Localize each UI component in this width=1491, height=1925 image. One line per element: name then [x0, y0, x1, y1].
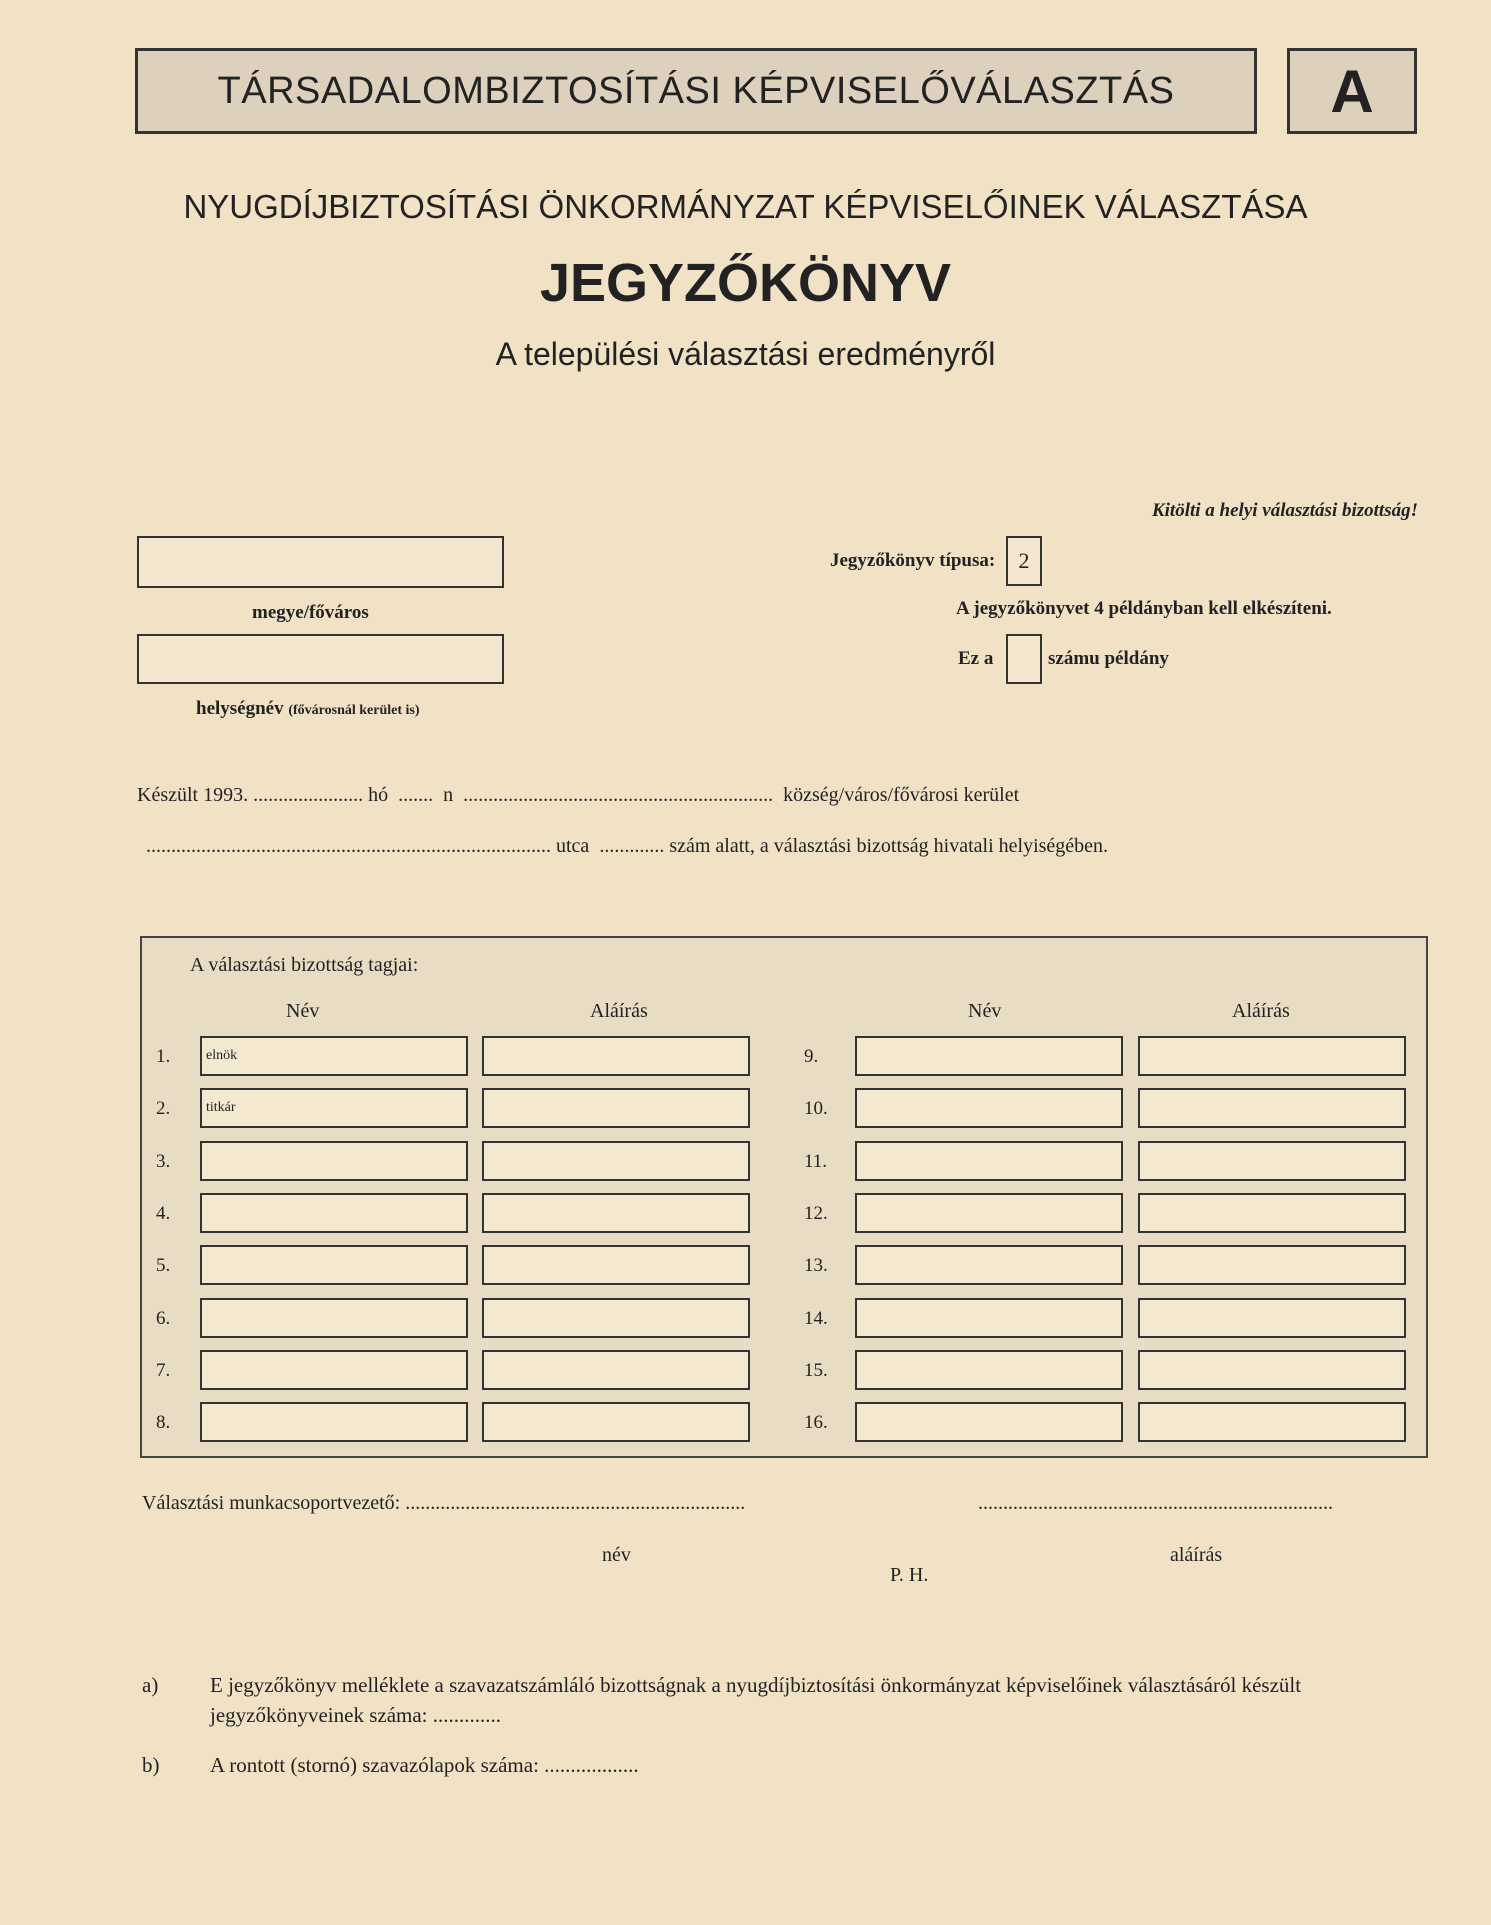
leader-sign-blank[interactable]: .......................................................................	[978, 1492, 1333, 1514]
member-name-field[interactable]	[200, 1402, 468, 1442]
banner-title: TÁRSADALOMBIZTOSÍTÁSI KÉPVISELŐVÁLASZTÁS	[135, 48, 1257, 134]
member-number: 3.	[156, 1151, 171, 1172]
copy-suffix: számu példány	[1048, 648, 1169, 669]
form-letter-badge: A	[1287, 48, 1417, 134]
member-name-field[interactable]: titkár	[200, 1088, 468, 1128]
fill-note: Kitölti a helyi választási bizottság!	[1151, 500, 1418, 521]
made-year: Készült 1993.	[137, 784, 249, 806]
col-sign-left: Aláírás	[590, 1000, 648, 1022]
member-number: 16.	[804, 1412, 828, 1433]
type-label: Jegyzőkönyv típusa:	[830, 550, 996, 571]
copy-prefix: Ez a	[958, 648, 994, 669]
member-number: 5.	[156, 1255, 171, 1276]
member-signature-field[interactable]	[482, 1088, 750, 1128]
member-signature-field[interactable]	[1138, 1298, 1406, 1338]
member-signature-field[interactable]	[1138, 1036, 1406, 1076]
member-signature-field[interactable]	[1138, 1193, 1406, 1233]
location-text: szám alatt, a választási bizottság hivatali helyiségében.	[669, 835, 1109, 857]
item-a-mark: a)	[142, 1673, 159, 1697]
county-field[interactable]	[137, 536, 504, 588]
copy-number-box[interactable]	[1006, 634, 1042, 684]
col-name-right: Név	[968, 1000, 1002, 1022]
leader-sign-caption: aláírás	[1170, 1544, 1223, 1566]
type-value: 2	[1018, 548, 1030, 573]
member-number: 10.	[804, 1098, 828, 1119]
member-number: 13.	[804, 1255, 828, 1276]
month-blank[interactable]: ......................	[253, 784, 364, 806]
member-number: 4.	[156, 1203, 171, 1224]
member-number: 14.	[804, 1308, 828, 1329]
member-signature-field[interactable]	[482, 1036, 750, 1076]
member-name-field[interactable]	[855, 1245, 1123, 1285]
member-number: 11.	[804, 1151, 828, 1172]
subtitle: NYUGDÍJBIZTOSÍTÁSI ÖNKORMÁNYZAT KÉPVISELŐINEK VÁLASZTÁSA	[183, 188, 1308, 225]
locality-label-text: helységnév	[196, 698, 284, 719]
subtitle-secondary: A települési választási eredményről	[495, 336, 996, 372]
member-name-field[interactable]	[855, 1402, 1123, 1442]
col-name-left: Név	[286, 1000, 320, 1022]
member-name-field[interactable]	[200, 1245, 468, 1285]
member-name-field[interactable]	[200, 1141, 468, 1181]
day-blank[interactable]: .......	[398, 784, 434, 806]
item-b-text: A rontott (stornó) szavazólapok száma: ..................	[210, 1753, 639, 1777]
month-label: hó	[368, 784, 389, 806]
street-label: utca	[556, 835, 590, 857]
member-name-field[interactable]: elnök	[200, 1036, 468, 1076]
leader-name-blank[interactable]: ....................................................................	[405, 1492, 746, 1514]
number-blank[interactable]: .............	[599, 835, 665, 857]
member-number: 9.	[804, 1046, 819, 1067]
member-signature-field[interactable]	[482, 1350, 750, 1390]
member-signature-field[interactable]	[1138, 1245, 1406, 1285]
member-signature-field[interactable]	[1138, 1350, 1406, 1390]
member-signature-field[interactable]	[482, 1193, 750, 1233]
page-title: JEGYZŐKÖNYV	[539, 253, 952, 313]
member-name-field[interactable]	[855, 1350, 1123, 1390]
copies-note: A jegyzőkönyvet 4 példányban kell elkészíteni.	[956, 598, 1332, 619]
member-number: 2.	[156, 1098, 171, 1119]
member-signature-field[interactable]	[482, 1245, 750, 1285]
member-number: 1.	[156, 1046, 171, 1067]
member-name-field[interactable]	[200, 1298, 468, 1338]
locality-field[interactable]	[137, 634, 504, 684]
member-number: 12.	[804, 1203, 828, 1224]
member-name-field[interactable]	[855, 1088, 1123, 1128]
stamp-label: P. H.	[890, 1564, 929, 1586]
member-signature-field[interactable]	[1138, 1088, 1406, 1128]
member-signature-field[interactable]	[482, 1141, 750, 1181]
leader-line	[142, 1492, 745, 1515]
street-blank[interactable]: .................................................................................	[146, 835, 551, 857]
member-name-field[interactable]	[200, 1193, 468, 1233]
type-value-box[interactable]	[1006, 536, 1042, 586]
place-blank[interactable]: ..............................................................	[463, 784, 774, 806]
member-name-field[interactable]	[200, 1350, 468, 1390]
member-name-field[interactable]	[855, 1193, 1123, 1233]
member-signature-field[interactable]	[1138, 1402, 1406, 1442]
item-a-text: E jegyzőkönyv melléklete a szavazatszámláló bizottságnak a nyugdíjbiztosítási önkormányzat képviselőinek választásáról készült jegyzőkönyveinek száma: .............	[210, 1673, 1302, 1727]
members-heading: A választási bizottság tagjai:	[190, 954, 419, 976]
locality-label	[196, 698, 420, 720]
member-signature-field[interactable]	[482, 1298, 750, 1338]
member-number: 15.	[804, 1360, 828, 1381]
member-number: 7.	[156, 1360, 171, 1381]
item-b-mark: b)	[142, 1753, 160, 1777]
committee-members-table	[140, 936, 1428, 1458]
place-label: község/város/fővárosi kerület	[783, 784, 1020, 806]
member-number: 8.	[156, 1412, 171, 1433]
col-sign-right: Aláírás	[1232, 1000, 1290, 1022]
member-name-field[interactable]	[855, 1298, 1123, 1338]
member-name-field[interactable]	[855, 1141, 1123, 1181]
leader-name-caption: név	[602, 1544, 631, 1566]
day-label: n	[443, 784, 454, 806]
made-line	[137, 784, 1019, 807]
locality-label-note: (fővárosnál kerület is)	[288, 703, 420, 718]
leader-label: Választási munkacsoportvezető:	[142, 1492, 401, 1514]
member-number: 6.	[156, 1308, 171, 1329]
member-signature-field[interactable]	[482, 1402, 750, 1442]
member-signature-field[interactable]	[1138, 1141, 1406, 1181]
member-name-field[interactable]	[855, 1036, 1123, 1076]
county-label: megye/főváros	[252, 602, 369, 623]
street-line	[146, 835, 1108, 858]
